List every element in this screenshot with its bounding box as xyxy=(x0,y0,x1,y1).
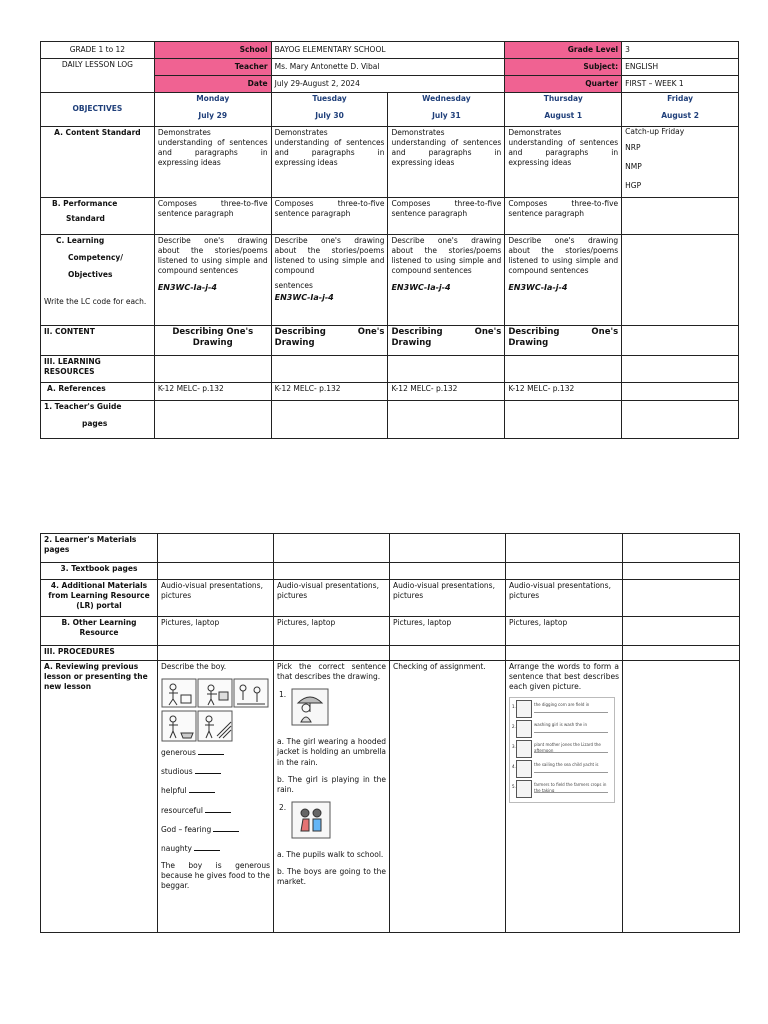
content-wed: Describing One's Drawing xyxy=(388,326,505,356)
other-wed: Pictures, laptop xyxy=(390,617,506,646)
additional-thu: Audio-visual presentations, pictures xyxy=(506,580,623,617)
teachers-guide-label: 1. Teacher's Guide pages xyxy=(41,401,155,439)
competency-fri xyxy=(622,235,739,326)
references-thu: K-12 MELC- p.132 xyxy=(505,383,622,401)
quarter-value: FIRST – WEEK 1 xyxy=(622,76,739,93)
competency-label: C. Learning Competency/ Objectives Write the LC code for each. xyxy=(41,235,155,326)
girl-umbrella-image xyxy=(291,688,329,726)
review-thu: Arrange the words to form a sentence that best describes each given picture. 1. the digging corn are field in 2. washing girl is wash the in 3. plant mother jones the Lizard the afternoon 4. the sailing the sea child yacht is 5. farmers to field the farmers crops in the taking xyxy=(506,661,623,933)
content-tue: Describing One's Drawing xyxy=(271,326,388,356)
content-thu: Describing One's Drawing xyxy=(505,326,622,356)
log-title: DAILY LESSON LOG xyxy=(41,59,155,93)
trait-1: generous xyxy=(161,748,270,758)
day-monday: Monday July 29 xyxy=(154,93,271,127)
performance-thu: Composes three-to-five sentence paragraph xyxy=(505,198,622,235)
performance-wed: Composes three-to-five sentence paragraph xyxy=(388,198,505,235)
trait-2: studious xyxy=(161,767,270,777)
additional-materials-label: 4. Additional Materials from Learning Resource (LR) portal xyxy=(41,580,158,617)
procedures-label: III. PROCEDURES xyxy=(41,646,158,661)
lesson-log-table-bottom xyxy=(40,533,740,933)
objectives-heading: OBJECTIVES xyxy=(41,93,155,127)
teacher-value: Ms. Mary Antonette D. Vibal xyxy=(271,59,505,76)
pupils-walking-image xyxy=(291,801,331,839)
performance-tue: Composes three-to-five sentence paragraph xyxy=(271,198,388,235)
other-thu: Pictures, laptop xyxy=(506,617,623,646)
review-fri xyxy=(623,661,740,933)
additional-mon: Audio-visual presentations, pictures xyxy=(158,580,274,617)
review-tue: Pick the correct sentence that describes the drawing. 1. a. The girl wearing a hooded jacket is holding an umbrella in the rain. b. The girl is playing in the rain. 2. a. The pupils walk to school. b. The boys are going to the market. xyxy=(274,661,390,933)
content-standard-thu: Demonstrates understanding of sentences and paragraphs in expressing ideas xyxy=(505,127,622,198)
subject-value: ENGLISH xyxy=(622,59,739,76)
other-resources-label: B. Other Learning Resource xyxy=(41,617,158,646)
school-value: BAYOG ELEMENTARY SCHOOL xyxy=(271,42,505,59)
trait-6: naughty xyxy=(161,844,270,854)
teacher-label: Teacher xyxy=(154,59,271,76)
day-wednesday: Wednesday July 31 xyxy=(388,93,505,127)
arrange-worksheet: 1. the digging corn are field in 2. washing girl is wash the in 3. plant mother jones the Lizard the afternoon 4. the sailing the sea child yacht is 5. farmers to field the farmers crops in the taking xyxy=(509,697,615,803)
friday-catchup: Catch-up Friday NRP NMP HGP xyxy=(622,127,739,198)
boy-pictures xyxy=(161,678,269,742)
subject-label: Subject: xyxy=(505,59,622,76)
day-friday: Friday August 2 xyxy=(622,93,739,127)
references-mon: K-12 MELC- p.132 xyxy=(154,383,271,401)
date-label: Date xyxy=(154,76,271,93)
learners-materials-label: 2. Learner's Materials pages xyxy=(41,534,158,563)
content-standard-tue: Demonstrates understanding of sentences and paragraphs in expressing ideas xyxy=(271,127,388,198)
other-tue: Pictures, laptop xyxy=(274,617,390,646)
performance-fri xyxy=(622,198,739,235)
trait-5: God – fearing xyxy=(161,825,270,835)
competency-tue: Describe one's drawing about the stories/poems listened to using simple and compound sentences EN3WC-Ia-j-4 xyxy=(271,235,388,326)
review-mon: Describe the boy. generous studious helpful resourceful God – fearing naughty The boy is generous because he gives food to the beggar. xyxy=(158,661,274,933)
content-standard-label: A. Content Standard xyxy=(41,127,155,198)
competency-thu: Describe one's drawing about the stories/poems listened to using simple and compound sentences EN3WC-Ia-j-4 xyxy=(505,235,622,326)
references-label: A. References xyxy=(41,383,155,401)
references-fri xyxy=(622,383,739,401)
competency-mon: Describe one's drawing about the stories/poems listened to using simple and compound sentences EN3WC-Ia-j-4 xyxy=(154,235,271,326)
references-tue: K-12 MELC- p.132 xyxy=(271,383,388,401)
other-mon: Pictures, laptop xyxy=(158,617,274,646)
grade-level-value: 3 xyxy=(622,42,739,59)
quarter-label: Quarter xyxy=(505,76,622,93)
grade-level-label: Grade Level xyxy=(505,42,622,59)
content-standard-wed: Demonstrates understanding of sentences and paragraphs in expressing ideas xyxy=(388,127,505,198)
performance-standard-label: B. Performance Standard xyxy=(41,198,155,235)
learning-resources-label: III. LEARNING RESOURCES xyxy=(41,356,155,383)
additional-wed: Audio-visual presentations, pictures xyxy=(390,580,506,617)
references-wed: K-12 MELC- p.132 xyxy=(388,383,505,401)
day-thursday: Thursday August 1 xyxy=(505,93,622,127)
performance-mon: Composes three-to-five sentence paragraph xyxy=(154,198,271,235)
competency-wed: Describe one's drawing about the stories/poems listened to using simple and compound sentences EN3WC-Ia-j-4 xyxy=(388,235,505,326)
reviewing-label: A. Reviewing previous lesson or presenting the new lesson xyxy=(41,661,158,933)
school-label: School xyxy=(154,42,271,59)
textbook-pages-label: 3. Textbook pages xyxy=(41,563,158,580)
content-label: II. CONTENT xyxy=(41,326,155,356)
boy-drawings-image xyxy=(161,678,269,742)
grade-range: GRADE 1 to 12 xyxy=(41,42,155,59)
trait-4: resourceful xyxy=(161,806,270,816)
content-standard-mon: Demonstrates understanding of sentences and paragraphs in expressing ideas xyxy=(154,127,271,198)
additional-tue: Audio-visual presentations, pictures xyxy=(274,580,390,617)
content-fri xyxy=(622,326,739,356)
date-value: July 29-August 2, 2024 xyxy=(271,76,505,93)
content-mon: Describing One's Drawing xyxy=(154,326,271,356)
trait-3: helpful xyxy=(161,786,270,796)
day-tuesday: Tuesday July 30 xyxy=(271,93,388,127)
lesson-log-table-top xyxy=(40,41,739,439)
monday-answer: The boy is generous because he gives food to the beggar. xyxy=(161,860,270,891)
review-wed: Checking of assignment. xyxy=(390,661,506,933)
